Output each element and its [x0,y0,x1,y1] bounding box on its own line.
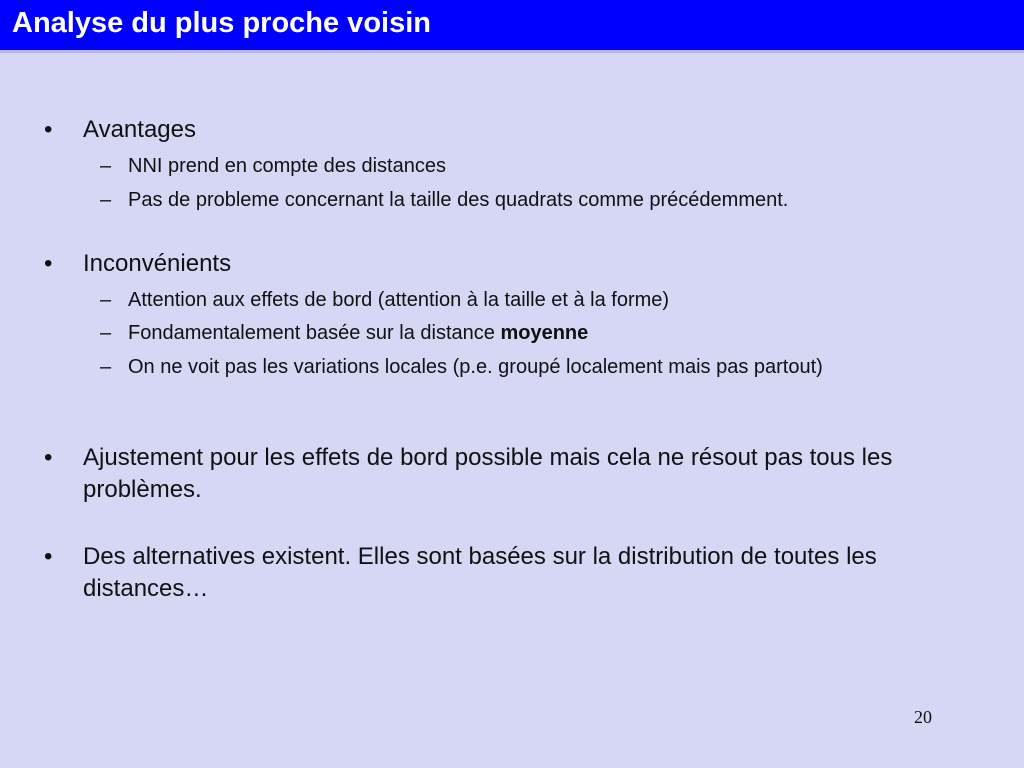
slide-title: Analyse du plus proche voisin [12,7,431,39]
sub-text: Attention aux effets de bord (attention à la taille et à la forme) [128,289,670,311]
bullet-text: Avantages [83,116,196,143]
bullet-text: Des alternatives existent. Elles sont basées sur la distribution de toutes les distances… [83,543,877,602]
bullet-marker: • [44,116,53,143]
bullet-marker: • [44,444,53,471]
bullet-marker: • [44,250,53,277]
sub-marker: – [100,322,112,344]
page-number: 20 [914,707,932,727]
sub-text [128,319,988,347]
bullet-marker: • [44,543,53,570]
sub-text: On ne voit pas les variations locales (p.e. groupé localement mais pas partout) [128,356,823,378]
bullet-text: Ajustement pour les effets de bord possible mais cela ne résout pas tous les problèmes. [83,444,893,503]
sub-text: NNI prend en compte des distances [128,155,446,177]
sub-text-emphasis: moyenne [500,322,589,344]
sub-text-main: Fondamentalement basée sur la distance [128,322,501,344]
sub-marker: – [100,189,112,211]
sub-marker: – [100,289,112,311]
sub-marker: – [100,356,112,378]
sub-text: Pas de probleme concernant la taille des quadrats comme précédemment. [128,189,789,211]
bullet-text: Inconvénients [83,250,232,277]
sub-marker: – [100,155,112,177]
